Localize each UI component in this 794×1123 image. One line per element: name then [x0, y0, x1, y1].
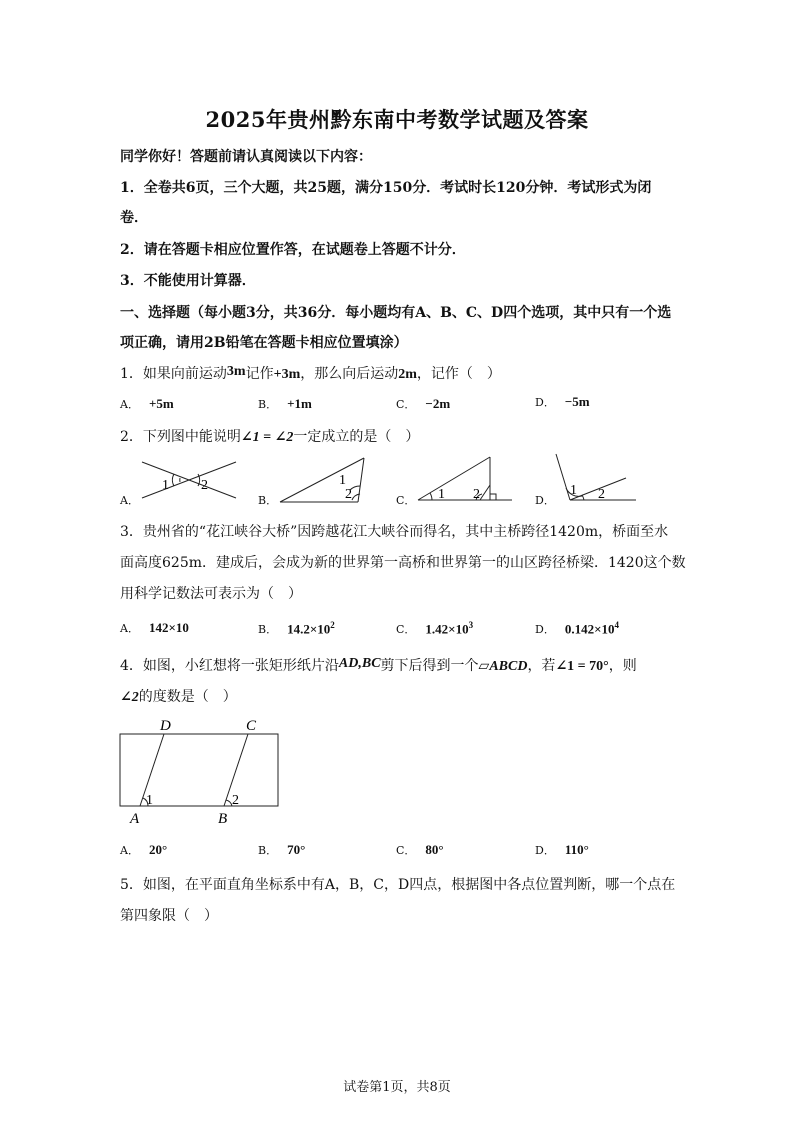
section1-heading-cont: 项正确，请用2B铅笔在答题卡相应位置填涂）: [120, 335, 408, 351]
notice-item-3: 3．不能使用计算器．: [120, 273, 256, 289]
notice-item-1-cont: 卷．: [120, 210, 148, 226]
question-2: 2．下列图中能说明∠1 = ∠2一定成立的是（ ）: [120, 429, 420, 445]
angle-label-2: 2: [473, 487, 480, 502]
q3-option-d[interactable]: D． $0.142\times 10^4$: [535, 620, 619, 637]
vertex-label-c: C: [246, 718, 257, 734]
question-3-cont-1: 面高度625m．建成后，会成为新的世界第一高桥和世界第一的山区跨径桥梁．1420这个数: [120, 555, 686, 571]
math-3m: 3m: [226, 364, 246, 379]
question-5: 5．如图，在平面直角坐标系中有A，B，C，D四点，根据图中各点位置判断，哪一个点在: [120, 877, 676, 893]
question-1: 1．如果向前运动3m记作+3m，那么向后运动2m，记作（ ）: [120, 364, 501, 382]
math-ad-bc: AD,BC: [338, 656, 381, 671]
angle-label-2: 2: [232, 793, 239, 808]
math-angle-2: ∠2: [120, 690, 139, 705]
math-angle-equality: ∠1 = ∠2: [240, 430, 294, 445]
q2-option-d[interactable]: D．: [535, 494, 555, 507]
section1-heading: 一、选择题（每小题3分，共36分．每小题均有A、B、C、D四个选项，其中只有一个选: [120, 305, 672, 321]
q4-option-d[interactable]: D． 110°: [535, 842, 589, 857]
q4-option-a[interactable]: A． 20°: [120, 842, 168, 857]
angle-label-1: 1: [162, 478, 169, 493]
page-title: 2025年贵州黔东南中考数学试题及答案: [205, 107, 589, 132]
question-4-cont: ∠2的度数是（ ）: [120, 689, 237, 705]
q2-option-c[interactable]: C．: [396, 494, 416, 507]
math-parallelogram-abcd: ▱ABCD: [478, 659, 528, 674]
math-angle1-70: ∠1 = 70°: [555, 659, 609, 674]
angle-label-1: 1: [570, 483, 577, 498]
q1-option-c[interactable]: C． −2m: [396, 396, 451, 411]
q1-option-a[interactable]: A． +5m: [120, 396, 174, 411]
page-footer: 试卷第1页，共8页: [343, 1080, 451, 1095]
q2-option-a[interactable]: A．: [120, 494, 139, 507]
q2-figure-a: [140, 458, 240, 502]
q1-option-d[interactable]: D． −5m: [535, 394, 590, 409]
angle-label-1: 1: [438, 487, 445, 502]
angle-label-1: 1: [146, 793, 153, 808]
angle-label-2: 2: [598, 487, 605, 502]
math-2m: 2m: [398, 367, 417, 382]
angle-label-2: 2: [345, 487, 352, 502]
angle-label-1: 1: [339, 473, 346, 488]
angle-label-2: 2: [201, 478, 208, 493]
question-3: 3．贵州省的“花江峡谷大桥”因跨越花江大峡谷而得名，其中主桥跨径1420m，桥面至水: [120, 524, 669, 540]
q4-option-c[interactable]: C． 80°: [396, 842, 444, 857]
vertex-label-a: A: [130, 811, 140, 827]
q3-option-c[interactable]: C． $1.42\times 10^3$: [396, 620, 474, 637]
notice-item-2: 2．请在答题卡相应位置作答，在试题卷上答题不计分．: [120, 242, 466, 258]
q3-option-b[interactable]: B． $14.2\times 10^2$: [258, 620, 335, 637]
question-3-cont-2: 用科学记数法可表示为（ ）: [120, 586, 302, 602]
q2-figure-c: [416, 455, 516, 503]
q2-option-b[interactable]: B．: [258, 494, 278, 507]
q3-option-a[interactable]: A． 142×10: [120, 620, 189, 635]
question-5-cont: 第四象限（ ）: [120, 908, 218, 924]
notice-heading: 同学你好！答题前请认真阅读以下内容：: [120, 149, 372, 165]
vertex-label-d: D: [160, 718, 171, 734]
q1-option-b[interactable]: B． +1m: [258, 396, 312, 411]
question-4: 4．如图，小红想将一张矩形纸片沿AD,BC剪下后得到一个▱ABCD，若∠1 = 70°，则: [120, 656, 637, 674]
notice-item-1: 1．全卷共6页，三个大题，共25题，满分150分．考试时长120分钟．考试形式为闭: [120, 180, 652, 196]
q2-figure-b: [278, 456, 368, 504]
q4-figure-rectangle: [112, 716, 284, 828]
q4-option-b[interactable]: B． 70°: [258, 842, 306, 857]
math-plus-3m: +3m: [273, 367, 301, 382]
q2-figure-d: [554, 452, 638, 504]
vertex-label-b: B: [218, 811, 228, 827]
